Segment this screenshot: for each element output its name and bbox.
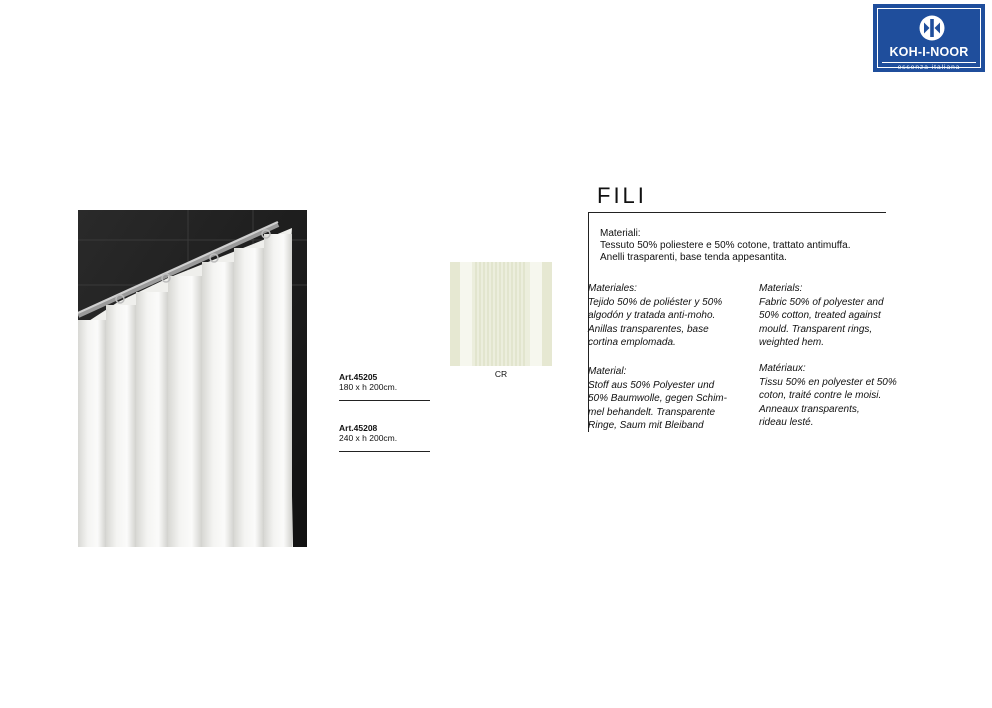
materials-line: 50% cotton, treated against bbox=[759, 310, 881, 321]
materials-line: Anelli trasparenti, base tenda appesantita. bbox=[600, 252, 787, 263]
materials-heading: Materiali: bbox=[600, 228, 641, 239]
materials-line: coton, traité contre le moisi. bbox=[759, 390, 882, 401]
materials-line: Tissu 50% en polyester et 50% bbox=[759, 376, 897, 388]
article-size: 240 x h 200cm. bbox=[339, 433, 398, 443]
materials-english bbox=[759, 282, 911, 350]
article-code: Art.45208 bbox=[339, 423, 378, 433]
materials-line: algodón y tratada anti-moho. bbox=[588, 310, 716, 321]
materials-line: Anillas transparentes, base bbox=[588, 323, 709, 335]
brand-logo bbox=[873, 4, 985, 72]
materials-heading: Materiales: bbox=[588, 283, 637, 294]
logo-wordmark: KOH-I-NOOR bbox=[889, 45, 969, 59]
materials-line: Anneaux transparents, bbox=[759, 403, 860, 415]
materials-spanish bbox=[588, 282, 740, 350]
materials-line: mould. Transparent rings, bbox=[759, 323, 873, 335]
logo-tagline: essenza italiana bbox=[882, 62, 976, 72]
logo-frame bbox=[877, 8, 981, 71]
title-divider bbox=[588, 212, 886, 213]
swatch-color-code: CR bbox=[494, 369, 508, 379]
article-item bbox=[339, 423, 430, 452]
materials-line: weighted hem. bbox=[759, 337, 825, 348]
fabric-swatch bbox=[450, 262, 552, 366]
materials-italian bbox=[600, 228, 890, 264]
materials-german bbox=[588, 365, 740, 433]
materials-french bbox=[759, 362, 911, 430]
article-item bbox=[339, 372, 430, 401]
product-photo bbox=[78, 210, 307, 547]
materials-heading: Materials: bbox=[759, 283, 803, 294]
materials-line: Stoff aus 50% Polyester und bbox=[588, 379, 715, 391]
materials-line: cortina emplomada. bbox=[588, 337, 676, 348]
materials-line: rideau lesté. bbox=[759, 417, 814, 428]
materials-line: Tessuto 50% poliestere e 50% cotone, trattato antimuffa. bbox=[600, 240, 851, 251]
fabric-texture-illustration bbox=[450, 262, 552, 366]
logo-emblem-icon bbox=[919, 15, 945, 41]
article-code: Art.45205 bbox=[339, 372, 378, 382]
materials-line: Tejido 50% de poliéster y 50% bbox=[588, 296, 723, 308]
materials-line: 50% Baumwolle, gegen Schim- bbox=[588, 393, 727, 404]
shower-curtain-illustration bbox=[78, 210, 307, 547]
materials-heading: Material: bbox=[588, 366, 627, 377]
article-size: 180 x h 200cm. bbox=[339, 382, 398, 392]
materials-line: Ringe, Saum mit Bleiband bbox=[588, 420, 704, 431]
materials-line: mel behandelt. Transparente bbox=[588, 406, 716, 418]
materials-line: Fabric 50% of polyester and bbox=[759, 296, 884, 308]
product-title: FILI bbox=[597, 183, 647, 208]
materials-heading: Matériaux: bbox=[759, 363, 806, 374]
